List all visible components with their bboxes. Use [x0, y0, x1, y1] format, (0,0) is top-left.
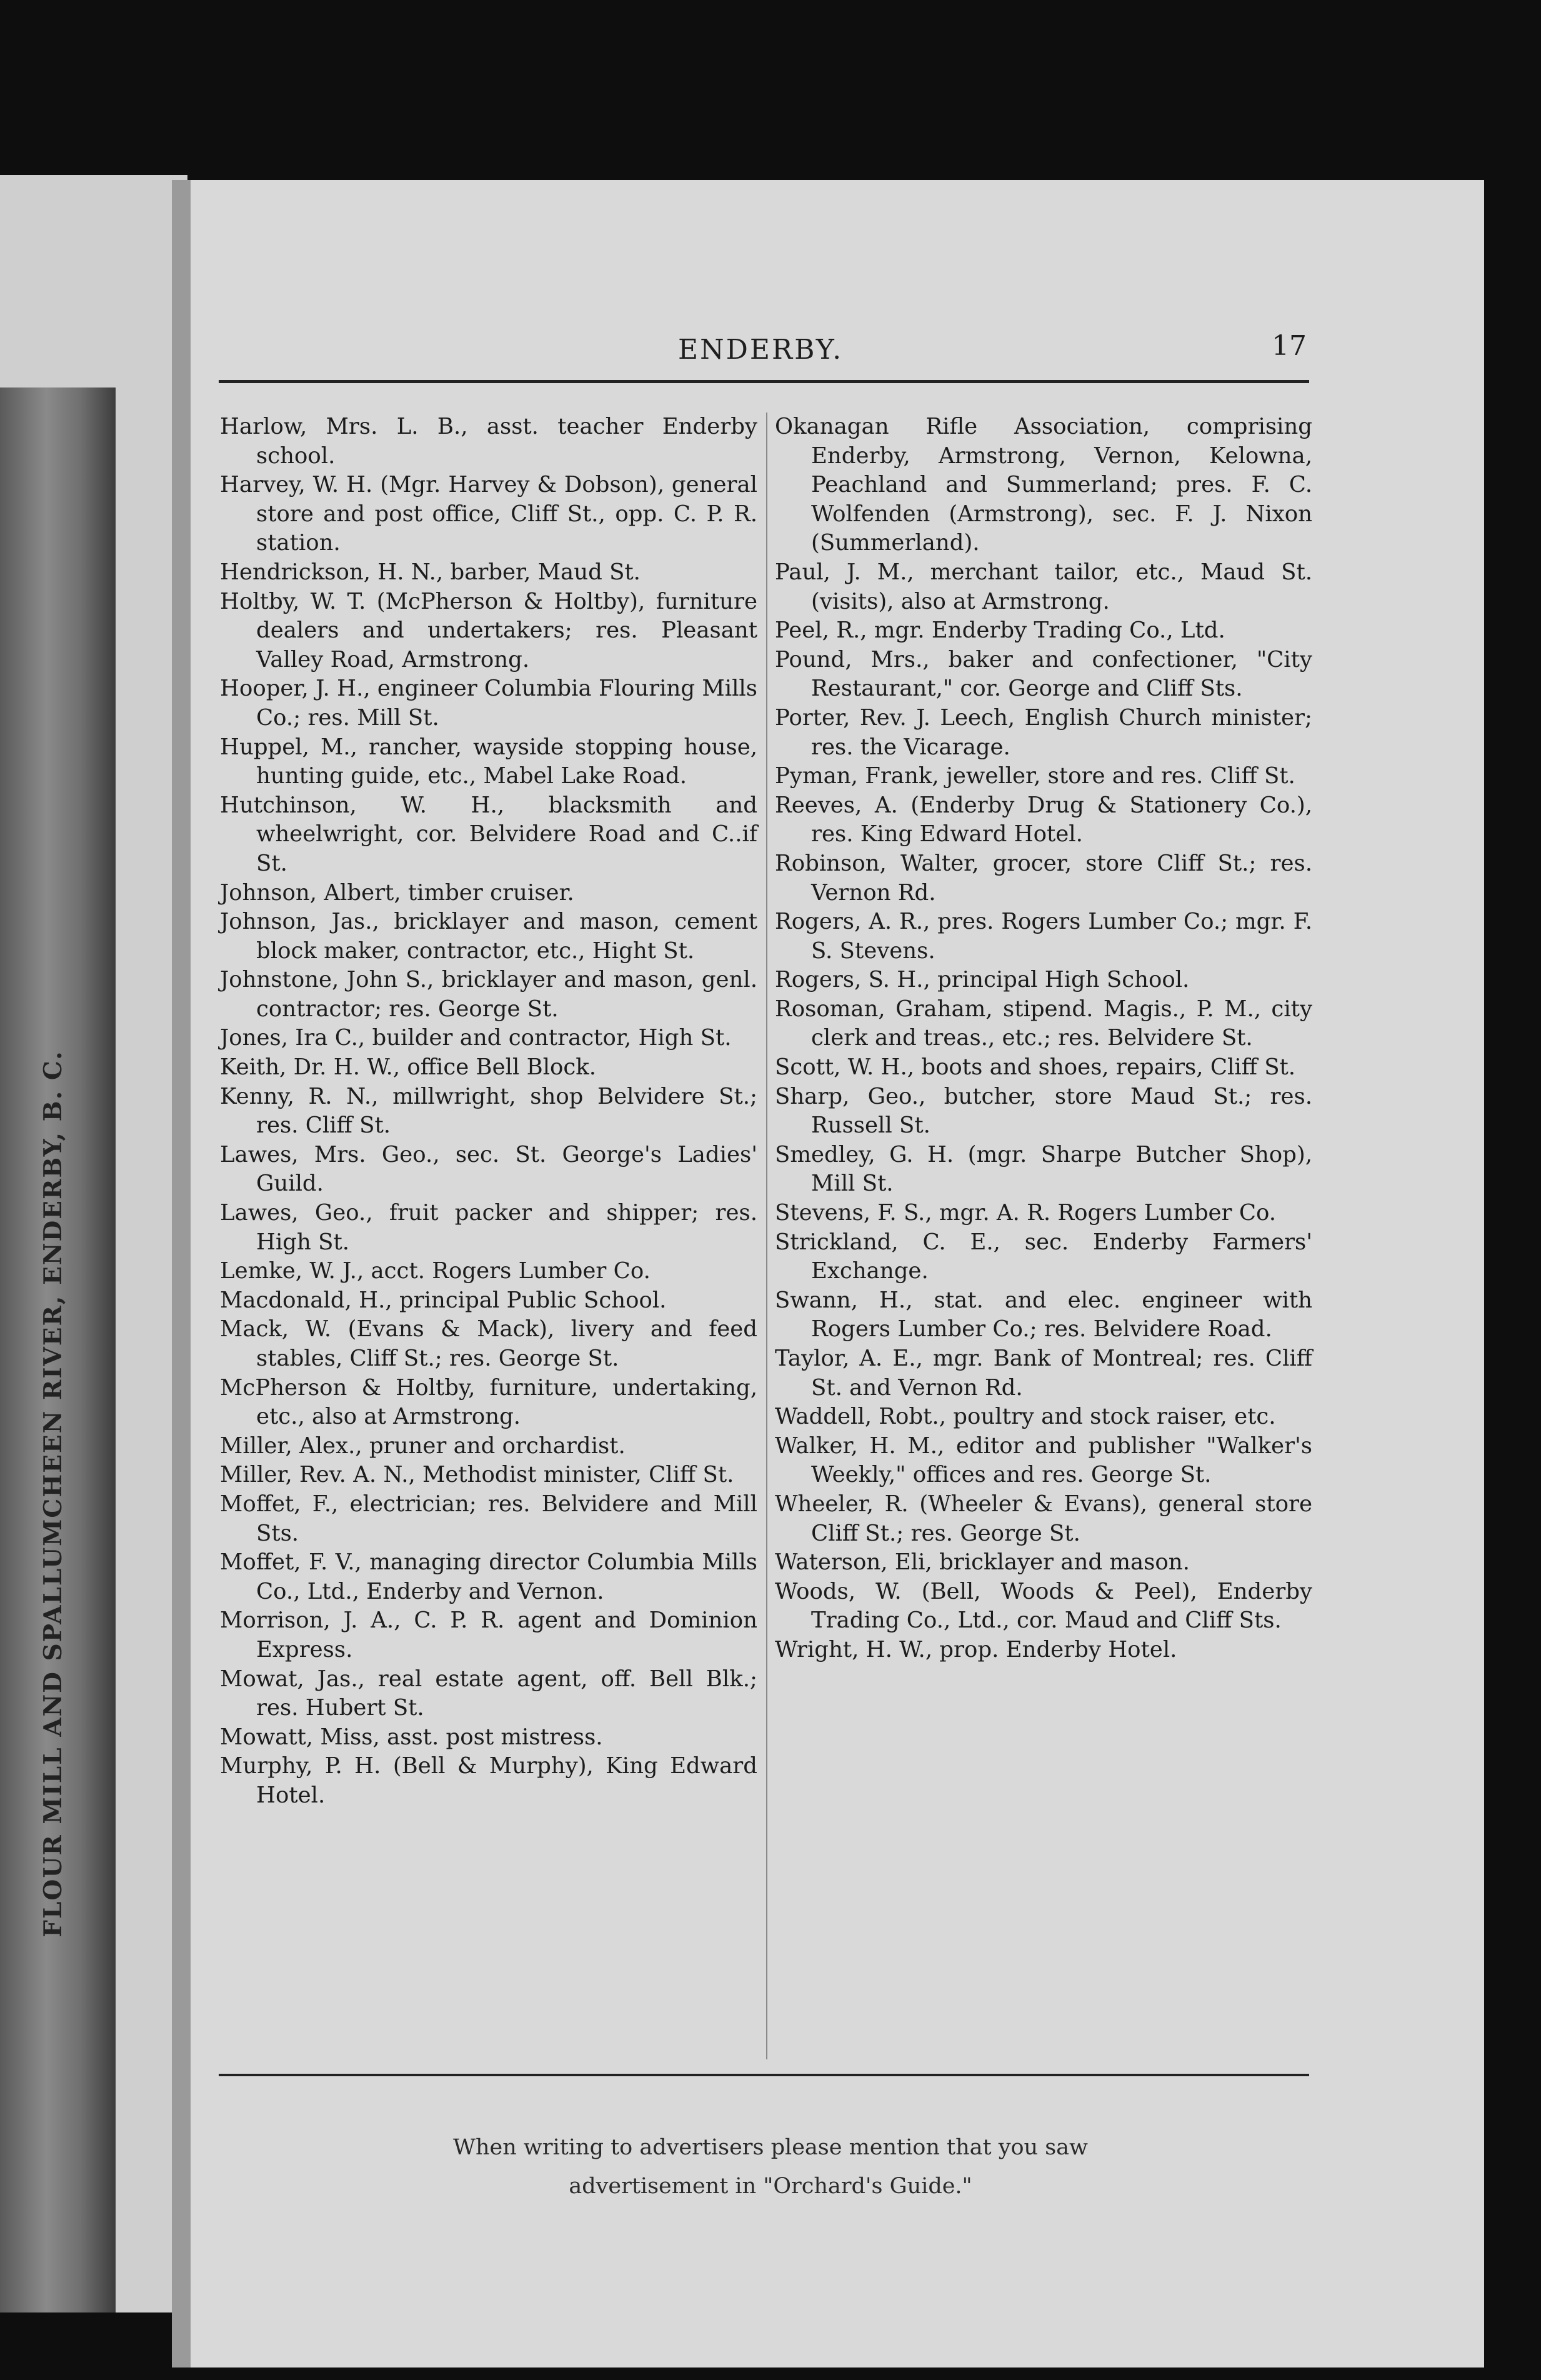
directory-entry: Murphy, P. H. (Bell & Murphy), King Edward Hotel. [220, 1753, 757, 1808]
directory-entry: Paul, J. M., merchant tailor, etc., Maud St. (visits), also at Armstrong. [775, 559, 1312, 614]
directory-entry: Lawes, Geo., fruit packer and shipper; res. High St. [220, 1200, 757, 1255]
directory-column-right [775, 412, 1312, 1665]
directory-entry: Waddell, Robt., poultry and stock raiser, etc. [775, 1404, 1276, 1430]
footer-line-2: advertisement in "Orchard's Guide." [569, 2174, 972, 2199]
directory-entry: Smedley, G. H. (mgr. Sharpe Butcher Shop), Mill St. [775, 1141, 1312, 1197]
directory-entry: Huppel, M., rancher, wayside stopping house, hunting guide, etc., Mabel Lake Road. [220, 734, 757, 789]
directory-entry: Hendrickson, H. N., barber, Maud St. [220, 559, 641, 585]
directory-entry: Jones, Ira C., builder and contractor, High St. [220, 1025, 732, 1051]
footer-rule [219, 2074, 1309, 2076]
directory-entry: Holtby, W. T. (McPherson & Holtby), furniture dealers and undertakers; res. Pleasant Valley Road, Armstrong. [220, 588, 757, 672]
directory-entry: Harlow, Mrs. L. B., asst. teacher Enderby school. [220, 414, 757, 469]
directory-entry: Rogers, S. H., principal High School. [775, 967, 1190, 993]
directory-entry: Walker, H. M., editor and publisher "Walker's Weekly," offices and res. George St. [775, 1432, 1312, 1488]
directory-entry: Pound, Mrs., baker and confectioner, "City Restaurant," cor. George and Cliff Sts. [775, 646, 1312, 702]
directory-entry: Reeves, A. (Enderby Drug & Stationery Co.), res. King Edward Hotel. [775, 792, 1312, 848]
footer-note [0, 2128, 1541, 2206]
directory-entry: Moffet, F., electrician; res. Belvidere and Mill Sts. [220, 1491, 757, 1546]
directory-entry: Okanagan Rifle Association, comprising Enderby, Armstrong, Vernon, Kelowna, Peachland and Summerland; pres. F. C. Wolfenden (Armstrong), sec. F. J. Nixon (Summerland). [775, 414, 1312, 556]
directory-entry: Rosoman, Graham, stipend. Magis., P. M., city clerk and treas., etc.; res. Belvidere St. [775, 996, 1312, 1051]
directory-entry: Johnson, Albert, timber cruiser. [220, 879, 574, 906]
directory-entry: Wheeler, R. (Wheeler & Evans), general store Cliff St.; res. George St. [775, 1491, 1312, 1546]
directory-entry: Woods, W. (Bell, Woods & Peel), Enderby Trading Co., Ltd., cor. Maud and Cliff Sts. [775, 1578, 1312, 1634]
directory-entry: Swann, H., stat. and elec. engineer with Rogers Lumber Co.; res. Belvidere Road. [775, 1287, 1312, 1342]
directory-entry: Keith, Dr. H. W., office Bell Block. [220, 1054, 597, 1081]
directory-entry: Hooper, J. H., engineer Columbia Flouring Mills Co.; res. Mill St. [220, 676, 758, 731]
directory-entry: Mowat, Jas., real estate agent, off. Bell Blk.; res. Hubert St. [220, 1666, 757, 1721]
directory-entry: Hutchinson, W. H., blacksmith and wheelwright, cor. Belvidere Road and C..if St. [220, 792, 757, 876]
directory-entry: Scott, W. H., boots and shoes, repairs, Cliff St. [775, 1054, 1296, 1081]
directory-entry: Wright, H. W., prop. Enderby Hotel. [775, 1636, 1177, 1662]
directory-entry: Moffet, F. V., managing director Columbia Mills Co., Ltd., Enderby and Vernon. [220, 1549, 757, 1604]
directory-entry: Stevens, F. S., mgr. A. R. Rogers Lumber Co. [775, 1200, 1277, 1226]
directory-entry: Waterson, Eli, bricklayer and mason. [775, 1549, 1190, 1576]
directory-entry: Johnson, Jas., bricklayer and mason, cement block maker, contractor, etc., Hight St. [220, 909, 757, 964]
column-divider [766, 412, 767, 2059]
left-page-edge [0, 175, 187, 2312]
directory-entry: Rogers, A. R., pres. Rogers Lumber Co.; mgr. F. S. Stevens. [775, 909, 1312, 964]
directory-entry: Johnstone, John S., bricklayer and mason, genl. contractor; res. George St. [220, 967, 757, 1022]
directory-column-left [220, 412, 757, 1811]
directory-entry: Macdonald, H., principal Public School. [220, 1287, 667, 1313]
directory-entry: Mack, W. (Evans & Mack), livery and feed stables, Cliff St.; res. George St. [220, 1316, 757, 1371]
directory-entry: Lemke, W. J., acct. Rogers Lumber Co. [220, 1258, 651, 1284]
directory-entry: Pyman, Frank, jeweller, store and res. Cliff St. [775, 763, 1295, 789]
directory-entry: Taylor, A. E., mgr. Bank of Montreal; res. Cliff St. and Vernon Rd. [775, 1346, 1312, 1401]
directory-entry: Miller, Rev. A. N., Methodist minister, Cliff St. [220, 1462, 734, 1488]
directory-entry: Morrison, J. A., C. P. R. agent and Dominion Express. [220, 1608, 757, 1662]
directory-entry: Sharp, Geo., butcher, store Maud St.; res. Russell St. [775, 1083, 1312, 1139]
page-number: 17 [1272, 330, 1307, 362]
directory-entry: Porter, Rev. J. Leech, English Church minister; res. the Vicarage. [775, 704, 1312, 760]
directory-entry: Kenny, R. N., millwright, shop Belvidere St.; res. Cliff St. [220, 1083, 757, 1139]
directory-entry: Miller, Alex., pruner and orchardist. [220, 1432, 626, 1459]
directory-entry: Peel, R., mgr. Enderby Trading Co., Ltd. [775, 618, 1225, 644]
directory-entry: Robinson, Walter, grocer, store Cliff St.; res. Vernon Rd. [775, 850, 1312, 906]
directory-entry: Mowatt, Miss, asst. post mistress. [220, 1724, 603, 1750]
page-title: ENDERBY. [678, 334, 844, 366]
directory-entry: Harvey, W. H. (Mgr. Harvey & Dobson), general store and post office, Cliff St., opp. C. P. R. station. [220, 472, 757, 556]
spine-caption: FLOUR MILL AND SPALLUMCHEEN RIVER, ENDERBY, B. C. [39, 1050, 67, 1938]
directory-entry: McPherson & Holtby, furniture, undertaking, etc., also at Armstrong. [220, 1374, 757, 1430]
footer-line-1: When writing to advertisers please mention that you saw [453, 2135, 1088, 2160]
page-gutter [172, 180, 191, 2368]
header-rule [219, 380, 1309, 383]
directory-entry: Strickland, C. E., sec. Enderby Farmers' Exchange. [775, 1229, 1312, 1284]
directory-entry: Lawes, Mrs. Geo., sec. St. George's Ladies' Guild. [220, 1141, 757, 1197]
